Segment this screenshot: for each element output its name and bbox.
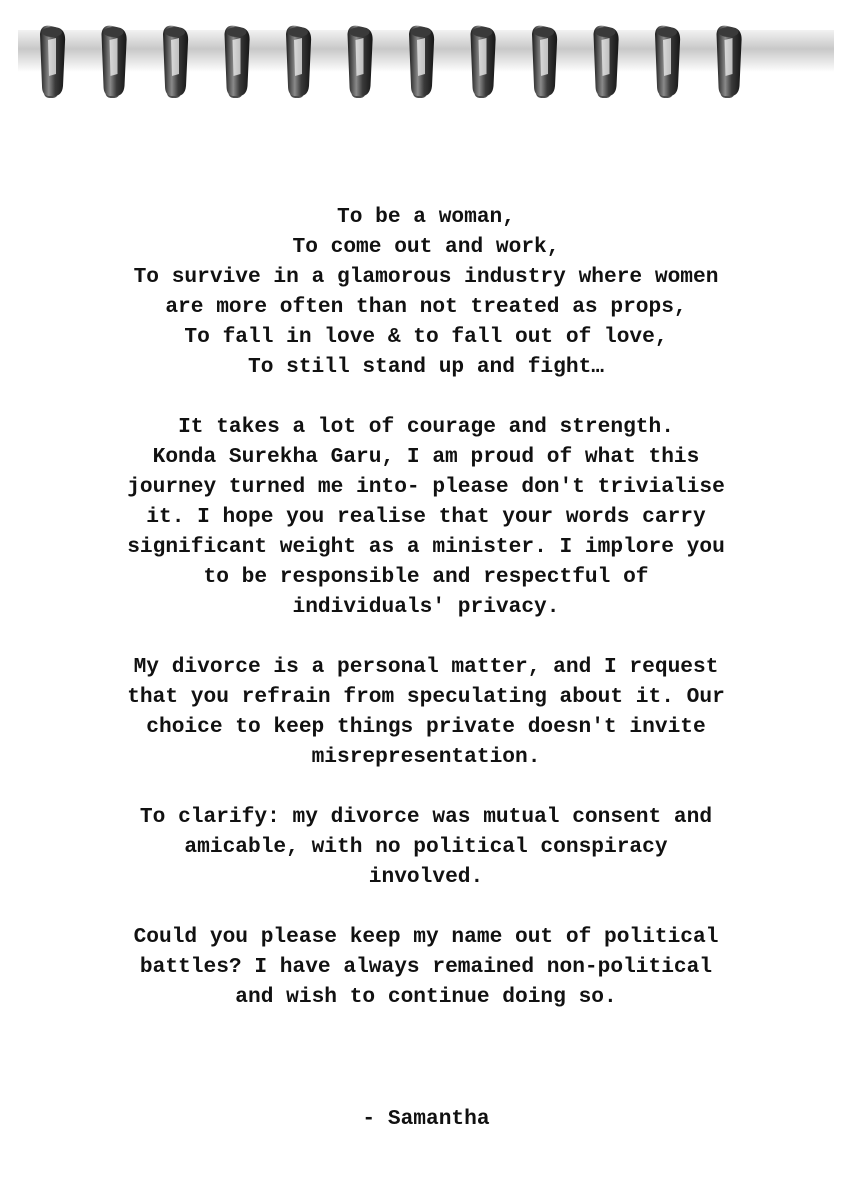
- letter-line: It takes a lot of courage and strength.: [178, 415, 674, 439]
- letter-paragraph: [30, 802, 822, 892]
- spiral-binding-icon: [18, 22, 834, 112]
- binding-ring: [471, 26, 496, 98]
- letter-paragraph: [30, 652, 822, 772]
- letter-line: and wish to continue doing so.: [235, 985, 617, 1009]
- letter-body: [30, 202, 822, 1012]
- letter-line: Could you please keep my name out of political: [133, 925, 719, 949]
- signature: - Samantha: [362, 1107, 490, 1131]
- letter-line: To come out and work,: [292, 235, 560, 259]
- binding-ring: [286, 26, 311, 98]
- letter-line: it. I hope you realise that your words carry: [146, 505, 706, 529]
- letter-line: To still stand up and fight…: [247, 355, 604, 379]
- letter-paragraph: [30, 922, 822, 1012]
- letter-line: amicable, with no political conspiracy: [184, 835, 668, 859]
- letter-line: battles? I have always remained non-political: [139, 955, 713, 979]
- binding-ring: [225, 26, 250, 98]
- binding-ring: [594, 26, 619, 98]
- letter-line: misrepresentation.: [311, 745, 541, 769]
- letter-line: journey turned me into- please don't trivialise: [127, 475, 725, 499]
- binding-ring: [717, 26, 742, 98]
- letter-paragraph: [30, 412, 822, 622]
- binding-ring: [532, 26, 557, 98]
- letter-line: are more often than not treated as props,: [165, 295, 687, 319]
- letter-line: that you refrain from speculating about it. Our: [127, 685, 725, 709]
- letter-line: To clarify: my divorce was mutual consent and: [139, 805, 713, 829]
- letter-line: My divorce is a personal matter, and I request: [133, 655, 719, 679]
- letter-paragraph: [30, 202, 822, 382]
- letter-line: Konda Surekha Garu, I am proud of what this: [152, 445, 700, 469]
- letter-line: to be responsible and respectful of: [203, 565, 649, 589]
- spiral-binding: [18, 22, 834, 112]
- letter-line: involved.: [368, 865, 484, 889]
- binding-ring: [40, 26, 65, 98]
- letter-line: To survive in a glamorous industry where women: [133, 265, 719, 289]
- binding-ring: [409, 26, 434, 98]
- letter-line: choice to keep things private doesn't invite: [146, 715, 706, 739]
- letter-line: significant weight as a minister. I implore you: [127, 535, 725, 559]
- binding-ring: [348, 26, 373, 98]
- letter-line: individuals' privacy.: [292, 595, 560, 619]
- letter-line: To fall in love & to fall out of love,: [184, 325, 668, 349]
- binding-ring: [655, 26, 680, 98]
- binding-ring: [163, 26, 188, 98]
- letter-line: To be a woman,: [336, 205, 515, 229]
- binding-ring: [102, 26, 127, 98]
